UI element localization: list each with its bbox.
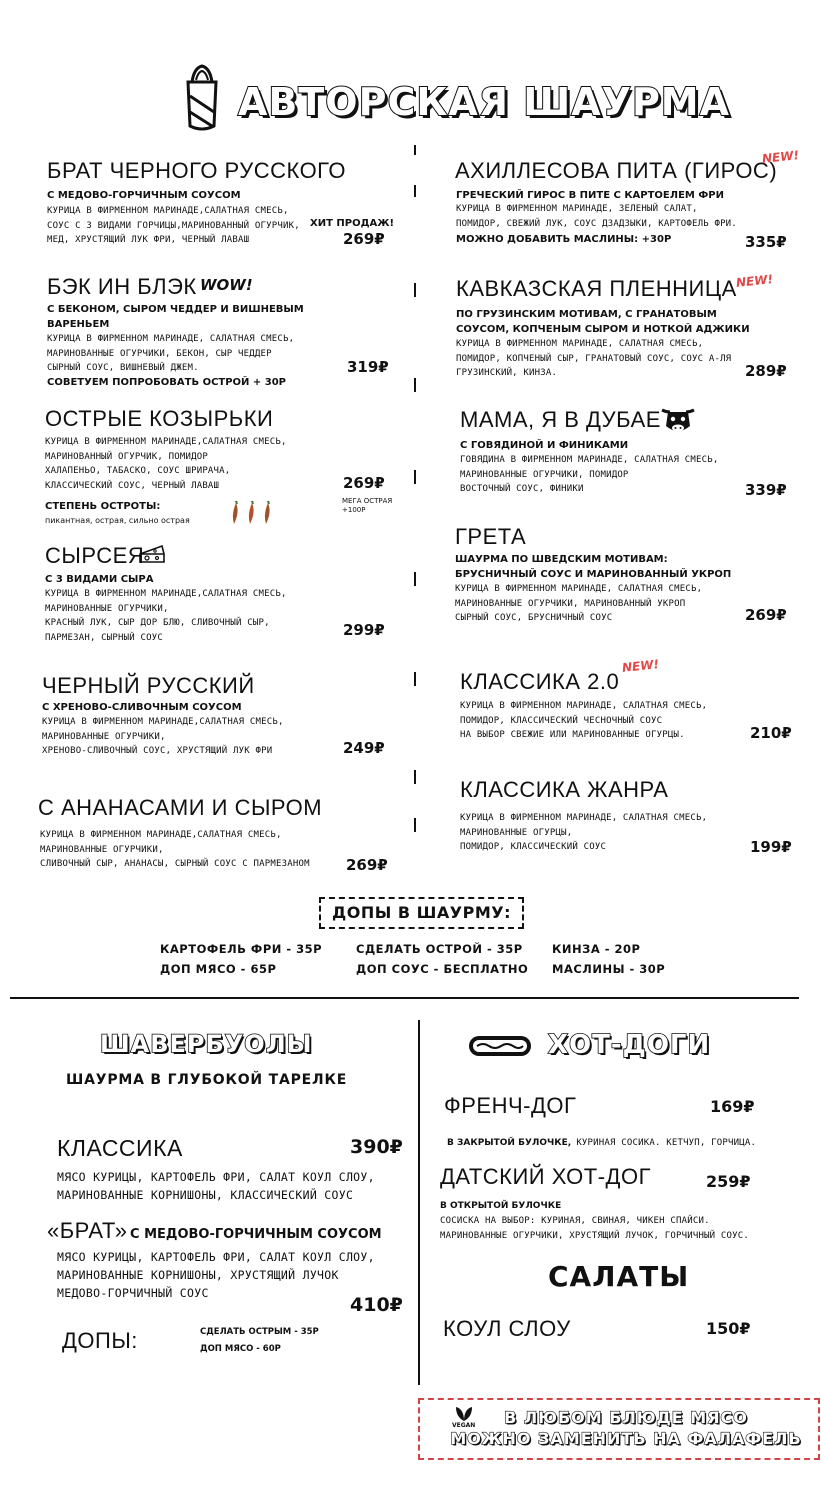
menu-item-price: 199₽ [750, 838, 792, 856]
menu-item-name: БРАТ ЧЕРНОГО РУССКОГО [47, 158, 346, 183]
hotdog-item-price: 259₽ [706, 1172, 751, 1191]
menu-item-description: КУРИЦА В ФИРМЕННОМ МАРИНАДЕ, ЗЕЛЕНЫЙ САЛАТ, ПОМИДОР, СВЕЖИЙ ЛУК, СОУС ДЗАДЗЫКИ, КАРТОФЕЛЬ ФРИ. [456, 204, 737, 229]
bowl-item-subtitle: С МЕДОВО-ГОРЧИЧНЫМ СОУСОМ [130, 1227, 382, 1242]
menu-item-price: 269₽ [346, 856, 388, 874]
menu-item-price: 319₽ [347, 358, 389, 376]
bowl-item-description: МЯСО КУРИЦЫ, КАРТОФЕЛЬ ФРИ, САЛАТ КОУЛ СЛОУ, МАРИНОВАННЫЕ КОРНИШОНЫ, ХРУСТЯЩИЙ ЛУЧОК МЕДОВО-ГОРЧИЧНЫЙ СОУС [57, 1250, 375, 1300]
bowl-extra-item: СДЕЛАТЬ ОСТРЫМ - 35Р [200, 1327, 319, 1337]
menu-item-name: КЛАССИКА 2.0 [460, 669, 620, 694]
menu-item-price: 249₽ [343, 739, 385, 757]
menu-item-price: 299₽ [343, 621, 385, 639]
addon-item: ДОП МЯСО - 65Р [160, 962, 277, 976]
menu-item-subtitle: ПО ГРУЗИНСКИМ МОТИВАМ, С ГРАНАТОВЫМ СОУСОМ, КОПЧЕНЫМ СЫРОМ И НОТКОЙ АДЖИКИ [456, 309, 750, 335]
section-divider [10, 997, 799, 999]
cow-icon [660, 402, 696, 438]
best-seller-badge: ХИТ ПРОДАЖ! [310, 218, 395, 229]
salad-item-price: 150₽ [706, 1319, 751, 1338]
spice-label: СТЕПЕНЬ ОСТРОТЫ: [45, 501, 161, 512]
menu-item-name: МАМА, Я В ДУБАЕ [460, 407, 661, 432]
menu-item-description: КУРИЦА В ФИРМЕННОМ МАРИНАДЕ,САЛАТНАЯ СМЕСЬ, МАРИНОВАННЫЙ ОГУРЧИК, ПОМИДОР ХАЛАПЕНЬО, ТАБАСКО, СОУС ШРИРАЧА, КЛАССИЧЕСКИЙ СОУС, ЧЕРНЫЙ ЛАВАШ [45, 437, 287, 491]
new-badge: NEW! [621, 657, 660, 675]
salad-item-name: КОУЛ СЛОУ [443, 1316, 571, 1341]
menu-item-name: С АНАНАСАМИ И СЫРОМ [38, 795, 323, 820]
menu-item-name: БЭК ИН БЛЭК [47, 274, 197, 299]
hotdog-item-name: ФРЕНЧ-ДОГ [444, 1093, 577, 1118]
menu-item-price: 335₽ [745, 233, 787, 251]
hotdog-item-description: СОСИСКА НА ВЫБОР: КУРИНАЯ, СВИНАЯ, ЧИКЕН СПАЙСИ. МАРИНОВАННЫЕ ОГУРЧИКИ, ХРУСТЯЩИЙ ЛУЧОК, ГОРЧИЧНЫЙ СОУС. [440, 1216, 750, 1241]
addon-item: КАРТОФЕЛЬ ФРИ - 35Р [160, 942, 323, 956]
shawarma-icon [184, 62, 220, 132]
shaverbowls-subtitle: ШАУРМА В ГЛУБОКОЙ ТАРЕЛКЕ [66, 1072, 348, 1088]
bowl-item-price: 390₽ [350, 1136, 403, 1158]
menu-item-price: 339₽ [745, 481, 787, 499]
menu-item-subtitle: ГРЕЧЕСКИЙ ГИРОС В ПИТЕ С КАРТОЕЛЕМ ФРИ [456, 190, 724, 201]
chili-pepper-icon [228, 500, 278, 526]
page-title: АВТОРСКАЯ ШАУРМА [238, 80, 731, 124]
menu-item-subtitle: С ХРЕНОВО-СЛИВОЧНЫМ СОУСОМ [42, 702, 242, 713]
bowl-item-name: «БРАТ» [47, 1218, 128, 1243]
bottom-column-divider [418, 1020, 420, 1385]
menu-item-price: 269₽ [745, 606, 787, 624]
hotdogs-title: ХОТ-ДОГИ [548, 1030, 711, 1060]
addon-item: КИНЗА - 20Р [552, 942, 641, 956]
addon-item: МАСЛИНЫ - 30Р [552, 962, 666, 976]
mega-spicy-note: МЕГА ОСТРАЯ +100Р [342, 497, 393, 514]
menu-item-description: КУРИЦА В ФИРМЕННОМ МАРИНАДЕ, САЛАТНАЯ СМЕСЬ, ПОМИДОР, КЛАССИЧЕСКИЙ ЧЕСНОЧНЫЙ СОУС НА ВЫБОР СВЕЖИЕ ИЛИ МАРИНОВАННЫЕ ОГУРЦЫ. [460, 701, 708, 740]
menu-item-price: 269₽ [343, 230, 385, 248]
menu-item-price: 289₽ [745, 362, 787, 380]
menu-item-description: КУРИЦА В ФИРМЕННОМ МАРИНАДЕ,САЛАТНАЯ СМЕСЬ, МАРИНОВАННЫЕ ОГУРЧИКИ, КРАСНЫЙ ЛУК, СЫР ДОР БЛЮ, СЛИВОЧНЫЙ СЫР, ПАРМЕЗАН, СЫРНЫЙ СОУС [45, 589, 287, 643]
menu-item-description: КУРИЦА В ФИРМЕННОМ МАРИНАДЕ, САЛАТНАЯ СМЕСЬ, МАРИНОВАННЫЕ ОГУРЦЫ, ПОМИДОР, КЛАССИЧЕСКИЙ СОУС [460, 813, 708, 852]
bowl-item-description: МЯСО КУРИЦЫ, КАРТОФЕЛЬ ФРИ, САЛАТ КОУЛ СЛОУ, МАРИНОВАННЫЕ КОРНИШОНЫ, КЛАССИЧЕСКИЙ СОУС [57, 1170, 375, 1202]
menu-item-description: ГОВЯДИНА В ФИРМЕННОМ МАРИНАДЕ, САЛАТНАЯ СМЕСЬ, МАРИНОВАННЫЕ ОГУРЧИКИ, ПОМИДОР ВОСТОЧНЫЙ СОУС, ФИНИКИ [460, 455, 719, 494]
addon-item: ДОП СОУС - БЕСПЛАТНО [356, 962, 529, 976]
hotdog-item-description [447, 1130, 756, 1151]
menu-item-price: 210₽ [750, 724, 792, 742]
new-badge: NEW! [761, 148, 800, 166]
menu-item-name: КЛАССИКА ЖАНРА [460, 777, 669, 802]
salads-title: САЛАТЫ [548, 1260, 690, 1293]
shaverbowls-title: ШАВЕРБУОЛЫ [100, 1030, 313, 1058]
menu-item-subtitle: С МЕДОВО-ГОРЧИЧНЫМ СОУСОМ [47, 190, 241, 201]
menu-item-description: КУРИЦА В ФИРМЕННОМ МАРИНАДЕ, САЛАТНАЯ СМЕСЬ, МАРИНОВАННЫЕ ОГУРЧИКИ, МАРИНОВАННЫЙ УКРОП СЫРНЫЙ СОУС, БРУСНИЧНЫЙ СОУС [455, 584, 703, 623]
menu-item-name: АХИЛЛЕСОВА ПИТА (ГИРОС) [455, 158, 778, 183]
hotdog-item-price: 169₽ [710, 1097, 755, 1116]
menu-item-name: ОСТРЫЕ КОЗЫРЬКИ [45, 406, 274, 431]
menu-item-subtitle: ШАУРМА ПО ШВЕДСКИМ МОТИВАМ: БРУСНИЧНЫЙ СОУС И МАРИНОВАННЫЙ УКРОП [455, 554, 732, 580]
addon-item: СДЕЛАТЬ ОСТРОЙ - 35Р [356, 942, 523, 956]
vegan-notice-text: В ЛЮБОМ БЛЮДЕ МЯСО МОЖНО ЗАМЕНИТЬ НА ФАЛАФЕЛЬ [450, 1408, 802, 1448]
menu-item-subtitle: С ГОВЯДИНОЙ И ФИНИКАМИ [460, 440, 629, 451]
wow-tag: WOW! [200, 276, 253, 294]
cheese-icon [138, 544, 166, 564]
menu-item-name: КАВКАЗСКАЯ ПЛЕННИЦА [456, 276, 737, 301]
hotdog-icon [467, 1028, 533, 1064]
bowl-extras-label: ДОПЫ: [62, 1328, 138, 1353]
menu-item-description: КУРИЦА В ФИРМЕННОМ МАРИНАДЕ,САЛАТНАЯ СМЕСЬ, МАРИНОВАННЫЕ ОГУРЧИКИ, СЛИВОЧНЫЙ СЫР, АНАНАСЫ, СЫРНЫЙ СОУС С ПАРМЕЗАНОМ [40, 830, 310, 869]
menu-item-description: КУРИЦА В ФИРМЕННОМ МАРИНАДЕ,САЛАТНАЯ СМЕСЬ, СОУС С 3 ВИДАМИ ГОРЧИЦЫ,МАРИНОВАННЫЙ ОГУРЧИК, МЕД, ХРУСТЯЩИЙ ЛУК ФРИ, ЧЕРНЫЙ ЛАВАШ [47, 206, 300, 245]
hotdog-item-name: ДАТСКИЙ ХОТ-ДОГ [440, 1164, 651, 1189]
menu-item-name: ГРЕТА [455, 524, 527, 549]
column-divider [414, 145, 416, 155]
spice-levels: пикантная, острая, сильно острая [45, 516, 190, 525]
addons-title: ДОПЫ В ШАУРМУ: [332, 903, 512, 922]
menu-item-subtitle: С БЕКОНОМ, СЫРОМ ЧЕДДЕР И ВИШНЕВЫМ ВАРЕНЬЕМ [47, 304, 304, 330]
menu-item-description: КУРИЦА В ФИРМЕННОМ МАРИНАДЕ,САЛАТНАЯ СМЕСЬ, МАРИНОВАННЫЕ ОГУРЧИКИ, ХРЕНОВО-СЛИВОЧНЫЙ СОУС, ХРУСТЯЩИЙ ЛУК ФРИ [42, 717, 284, 756]
bowl-item-price: 410₽ [350, 1294, 403, 1316]
hotdog-item-subtitle: В ЗАКРЫТОЙ БУЛОЧКЕ, [447, 1138, 572, 1148]
menu-item-description: КУРИЦА В ФИРМЕННОМ МАРИНАДЕ, САЛАТНАЯ СМЕСЬ, ПОМИДОР, КОПЧЕНЫЙ СЫР, ГРАНАТОВЫЙ СОУС, СОУС А-ЛЯ ГРУЗИНСКИЙ, КИНЗА. [456, 339, 732, 378]
bowl-item-name: КЛАССИКА [57, 1135, 183, 1161]
menu-item-note: СОВЕТУЕМ ПОПРОБОВАТЬ ОСТРОЙ + 30Р [47, 377, 287, 388]
menu-item-name: ЧЕРНЫЙ РУССКИЙ [42, 673, 255, 698]
new-badge: NEW! [735, 272, 774, 290]
menu-item-subtitle: С 3 ВИДАМИ СЫРА [45, 574, 154, 585]
menu-item-price: 269₽ [343, 474, 385, 492]
hotdog-item-subtitle: В ОТКРЫТОЙ БУЛОЧКЕ [440, 1201, 562, 1211]
vegan-badge: VEGAN [452, 1422, 476, 1429]
menu-item-name: СЫРСЕЯ [45, 543, 145, 568]
bowl-extra-item: ДОП МЯСО - 60Р [200, 1344, 281, 1354]
hotdog-item-text: КУРИНАЯ СОСИКА. КЕТЧУП, ГОРЧИЦА. [576, 1138, 757, 1148]
menu-item-description: КУРИЦА В ФИРМЕННОМ МАРИНАДЕ, САЛАТНАЯ СМЕСЬ, МАРИНОВАННЫЕ ОГУРЧИКИ, БЕКОН, СЫР ЧЕДДЕР СЫРНЫЙ СОУС, ВИШНЕВЫЙ ДЖЕМ. [47, 334, 295, 373]
menu-item-note: МОЖНО ДОБАВИТЬ МАСЛИНЫ: +30Р [456, 234, 672, 245]
